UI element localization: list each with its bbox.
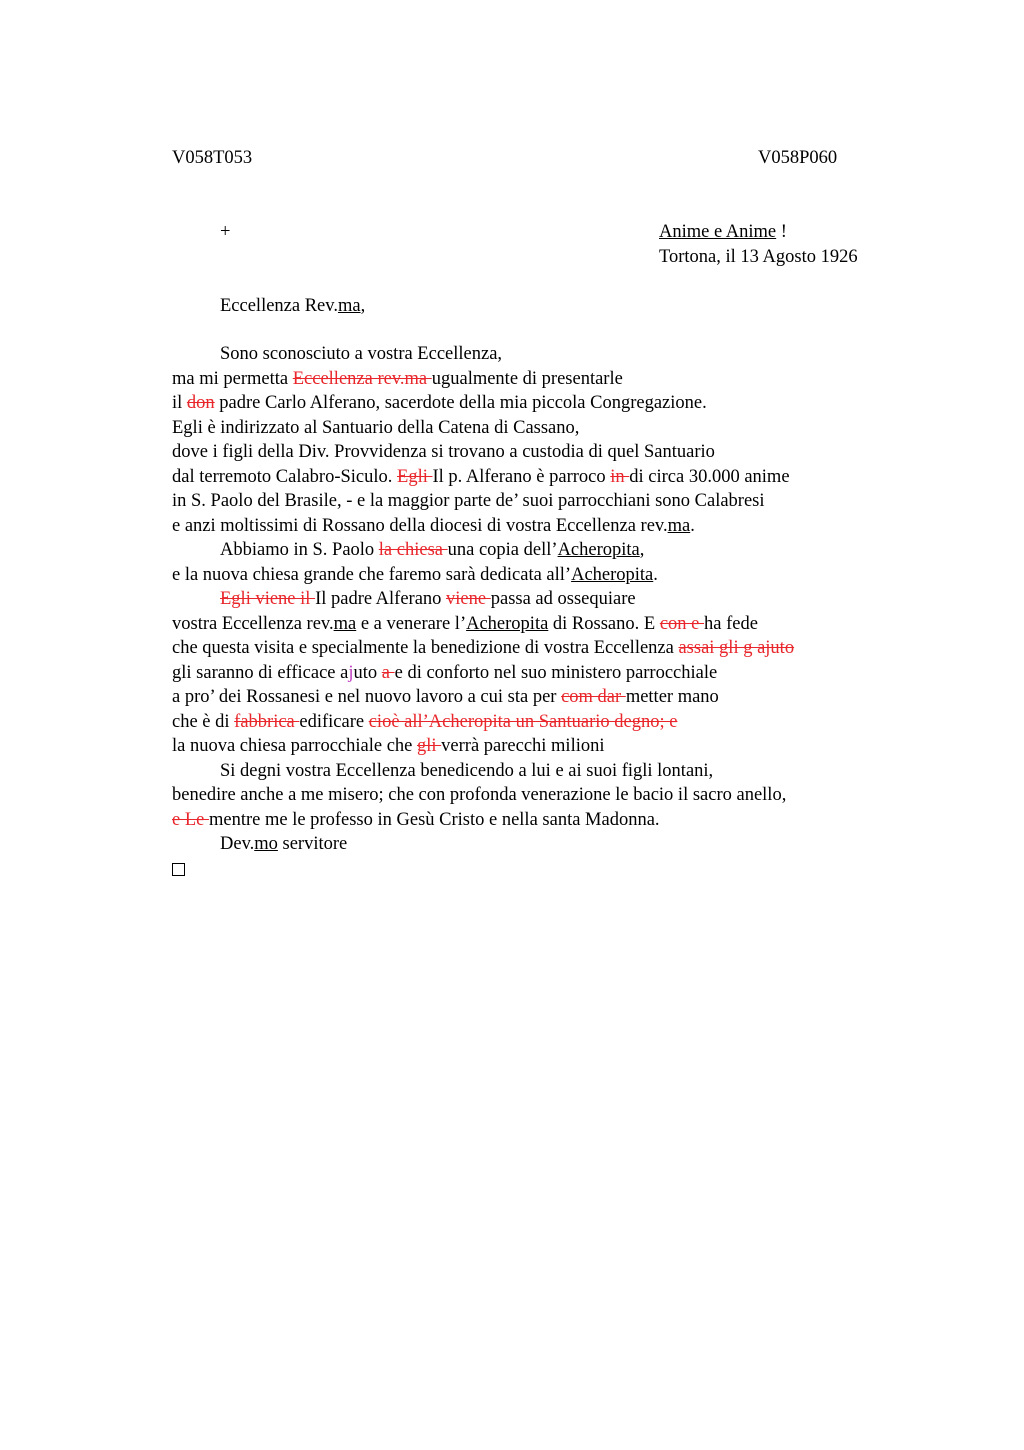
letter-line bbox=[172, 538, 892, 563]
deleted-text: con e bbox=[659, 613, 704, 634]
salutation bbox=[220, 294, 365, 318]
line-text: ugualmente di presentarle bbox=[431, 368, 623, 389]
motto-exclamation: ! bbox=[776, 222, 787, 242]
letter-line bbox=[172, 808, 892, 833]
line-text: Egli è indirizzato al Santuario della Catena di Cassano, bbox=[172, 417, 580, 438]
line-text: di Rossano. E bbox=[548, 613, 660, 634]
empty-box-icon bbox=[172, 863, 185, 876]
letter-line bbox=[172, 612, 892, 637]
line-text: che è di bbox=[172, 711, 235, 732]
letter-line bbox=[172, 710, 892, 735]
line-text: . bbox=[690, 515, 695, 536]
letter-line bbox=[172, 587, 892, 612]
document-code-right: V058P060 bbox=[758, 148, 838, 168]
deleted-text: in bbox=[610, 466, 630, 487]
letter-line bbox=[172, 759, 892, 784]
line-text: vostra Eccellenza rev. bbox=[172, 613, 334, 634]
deleted-text: assai gli g ajuto bbox=[678, 638, 795, 658]
line-text: il bbox=[172, 393, 187, 413]
letter-line bbox=[172, 832, 892, 857]
line-text: e a venerare l’ bbox=[356, 613, 467, 634]
underlined-text: Acheropita bbox=[466, 613, 549, 634]
line-text: in S. Paolo del Brasile, - e la maggior parte de’ suoi parrocchiani sono Calabresi bbox=[172, 491, 765, 511]
line-text: una copia dell’ bbox=[447, 540, 558, 560]
letter-line bbox=[172, 514, 892, 539]
letter-line bbox=[172, 342, 892, 367]
line-text: ma mi permetta bbox=[172, 368, 293, 389]
line-text: uto bbox=[353, 662, 382, 683]
deleted-text: a bbox=[381, 662, 395, 683]
inserted-letter: j bbox=[348, 662, 354, 683]
line-text: verrà parecchi milioni bbox=[441, 736, 605, 756]
deleted-text: don bbox=[186, 393, 215, 413]
letter-line bbox=[172, 440, 892, 465]
motto-underlined: Anime e Anime bbox=[659, 222, 777, 242]
line-text: Dev. bbox=[220, 834, 255, 854]
deleted-text: fabbrica bbox=[234, 711, 300, 732]
underlined-text: ma bbox=[667, 515, 691, 536]
line-text: padre Carlo Alferano, sacerdote della mia piccola Congregazione. bbox=[214, 393, 707, 413]
line-text: Abbiamo in S. Paolo bbox=[220, 540, 379, 560]
letter-line bbox=[172, 783, 892, 808]
salutation-abbrev: ma bbox=[337, 296, 361, 316]
line-text: che questa visita e specialmente la benedizione di vostra Eccellenza bbox=[172, 638, 679, 658]
line-text: Il p. Alferano è parroco bbox=[432, 466, 611, 487]
deleted-text: gli bbox=[417, 736, 442, 756]
cross-symbol: + bbox=[220, 222, 231, 242]
line-text: di circa 30.000 anime bbox=[629, 466, 790, 487]
line-text: mentre me le professo in Gesù Cristo e nella santa Madonna. bbox=[208, 809, 660, 830]
deleted-text: cioè all’Acheropita un Santuario degno; e bbox=[368, 711, 678, 732]
underlined-text: Acheropita bbox=[571, 564, 654, 585]
line-text: , bbox=[639, 540, 645, 560]
deleted-text: Eccellenza rev.ma bbox=[292, 368, 432, 389]
line-text: a pro’ dei Rossanesi e nel nuovo lavoro a cui sta per bbox=[172, 687, 562, 707]
line-text: dove i figli della Div. Provvidenza si trovano a custodia di quel Santuario bbox=[172, 442, 715, 462]
line-text: Si degni vostra Eccellenza benedicendo a lui e ai suoi figli lontani, bbox=[220, 760, 714, 781]
letter-line bbox=[172, 465, 892, 490]
place-date: Tortona, il 13 Agosto 1926 bbox=[659, 246, 858, 267]
letter-body bbox=[172, 342, 892, 881]
deleted-text: la chiesa bbox=[378, 540, 448, 560]
underlined-text: ma bbox=[333, 613, 357, 634]
salutation-comma: , bbox=[360, 296, 366, 316]
letter-line bbox=[172, 391, 892, 416]
underlined-text: Acheropita bbox=[557, 540, 640, 560]
salutation-text: Eccellenza Rev. bbox=[220, 296, 338, 316]
deleted-text: com dar bbox=[561, 687, 626, 707]
line-text: gli saranno di efficace a bbox=[172, 662, 349, 683]
line-text: Sono sconosciuto a vostra Eccellenza, bbox=[220, 344, 503, 364]
line-text: la nuova chiesa parrocchiale che bbox=[172, 736, 417, 756]
line-text: ha fede bbox=[704, 613, 758, 634]
deleted-text: Egli viene il bbox=[220, 589, 316, 609]
line-text: metter mano bbox=[625, 687, 719, 707]
line-text: . bbox=[653, 564, 658, 585]
letter-line bbox=[172, 367, 892, 392]
line-text: edificare bbox=[299, 711, 369, 732]
document-code-left: V058T053 bbox=[172, 148, 253, 168]
line-text: servitore bbox=[277, 834, 348, 854]
deleted-text: viene bbox=[446, 589, 491, 609]
checkbox-line bbox=[172, 857, 892, 882]
motto bbox=[659, 220, 858, 245]
letter-heading bbox=[659, 220, 858, 269]
underlined-text: mo bbox=[254, 834, 278, 854]
line-text: e anzi moltissimi di Rossano della diocesi di vostra Eccellenza rev. bbox=[172, 515, 668, 536]
line-text: benedire anche a me misero; che con profonda venerazione le bacio il sacro anello, bbox=[172, 785, 787, 805]
letter-line bbox=[172, 489, 892, 514]
line-text: passa ad ossequiare bbox=[490, 589, 636, 609]
deleted-text: Egli bbox=[397, 466, 433, 487]
letter-line bbox=[172, 661, 892, 686]
line-text: dal terremoto Calabro-Siculo. bbox=[172, 466, 398, 487]
letter-line bbox=[172, 734, 892, 759]
line-text: e di conforto nel suo ministero parrocchiale bbox=[394, 662, 718, 683]
line-text: Il padre Alferano bbox=[315, 589, 447, 609]
letter-line bbox=[172, 685, 892, 710]
letter-line bbox=[172, 636, 892, 661]
letter-line bbox=[172, 563, 892, 588]
deleted-text: e Le bbox=[172, 809, 209, 830]
line-text: e la nuova chiesa grande che faremo sarà dedicata all’ bbox=[172, 564, 572, 585]
letter-line bbox=[172, 416, 892, 441]
